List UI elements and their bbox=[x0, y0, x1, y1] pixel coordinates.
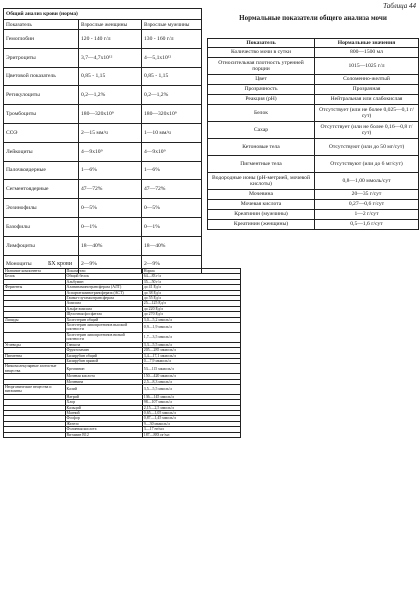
bio-table-cell: Белок bbox=[4, 274, 66, 279]
bio-table-body bbox=[4, 274, 241, 438]
blood-table-cell: 3,7—4,7х10¹² bbox=[79, 48, 142, 67]
urine-table-cell: 20—35 г/сут bbox=[315, 190, 419, 200]
bio-table-cell: Аланинаминотрансфераза (АЛТ) bbox=[65, 285, 142, 290]
blood-table-cell: 0—1% bbox=[142, 217, 202, 236]
bio-table-cell: Пигменты bbox=[4, 353, 66, 358]
blood-table-cell: 47—72% bbox=[142, 180, 202, 199]
blood-table-title: Общий анализ крови (норма) bbox=[4, 9, 202, 20]
blood-table-cell: СОЭ bbox=[4, 123, 79, 142]
urine-table-cell: Креатинин (мужчины) bbox=[208, 210, 315, 220]
bio-table-cell: 2,5—8,3 ммоль/л bbox=[142, 379, 240, 384]
urine-header-normal-values: Нормальные значения bbox=[315, 39, 419, 48]
urine-table-row bbox=[208, 95, 419, 105]
blood-table-header-row bbox=[4, 20, 202, 30]
blood-table-cell: 1—10 мм/ч bbox=[142, 123, 202, 142]
blood-table-cell: Моноциты bbox=[4, 255, 79, 274]
blood-table-cell: Сегментоядерные bbox=[4, 180, 79, 199]
bio-table-cell: Витамин B12 bbox=[65, 432, 142, 437]
bio-table-cell: 53—115 мкмоль/л bbox=[142, 364, 240, 374]
urine-table-cell: 1—2 г/сут bbox=[315, 210, 419, 220]
bio-table-cell: Магний bbox=[65, 410, 142, 415]
bio-table-row bbox=[4, 432, 241, 437]
bio-table-cell: 136—145 ммоль/л bbox=[142, 394, 240, 399]
blood-table-cell: 0,85 - 1,15 bbox=[79, 67, 142, 86]
bio-table-cell: 3,0—5,2 ммоль/л bbox=[142, 317, 240, 322]
blood-table-row bbox=[4, 161, 202, 180]
bio-table-cell: 3,3—5,5 ммоль/л bbox=[142, 342, 240, 347]
urine-table-cell: Креатинин (женщины) bbox=[208, 220, 315, 230]
bio-table-cell: до 41 Ед/л bbox=[142, 285, 240, 290]
bio-table-cell: Аспартатаминотрансфераза (АСТ) bbox=[65, 290, 142, 295]
blood-table-cell: 0,2—1,2% bbox=[142, 86, 202, 105]
blood-table-cell: 180—320х10⁹ bbox=[142, 105, 202, 124]
blood-table-cell: 120 - 140 г/л bbox=[79, 30, 142, 49]
bio-table-cell: 25—125 Ед/л bbox=[142, 301, 240, 306]
bio-table-cell: Липиды bbox=[4, 317, 66, 322]
bio-table-cell: 35—50 г/л bbox=[142, 279, 240, 284]
bio-table-row bbox=[4, 323, 241, 333]
urine-table-row bbox=[208, 75, 419, 85]
bio-table-cell: Глюкоза bbox=[65, 342, 142, 347]
urine-table-cell: 0,8—1,00 ммоль/сут bbox=[315, 173, 419, 190]
urine-table-row bbox=[208, 173, 419, 190]
urine-table-cell: 1015—1025 г/л bbox=[315, 58, 419, 75]
page-number: Таблица 44 bbox=[383, 2, 416, 10]
bio-table-cell: 64—83 г/л bbox=[142, 274, 240, 279]
bio-header-indicator: Показатели bbox=[65, 269, 142, 274]
bio-table-cell: Амилаза bbox=[65, 301, 142, 306]
biochemistry-table bbox=[3, 268, 241, 438]
blood-test-table bbox=[3, 8, 202, 274]
bio-table-cell: Фосфор bbox=[65, 416, 142, 421]
bio-table-cell: Общий белок bbox=[65, 274, 142, 279]
blood-table-row bbox=[4, 123, 202, 142]
bio-table-cell: 2,15—2,5 ммоль/л bbox=[142, 405, 240, 410]
blood-table-cell: 0—5% bbox=[79, 199, 142, 218]
bio-table-cell: Кальций bbox=[65, 405, 142, 410]
blood-table-row bbox=[4, 199, 202, 218]
blood-table-cell: Лейкоциты bbox=[4, 142, 79, 161]
bio-table-cell: Холестерин общий bbox=[65, 317, 142, 322]
urine-table-header-row bbox=[208, 39, 419, 48]
blood-table-cell: 0,85 - 1,15 bbox=[142, 67, 202, 86]
blood-table-cell: Тромбоциты bbox=[4, 105, 79, 124]
blood-table-row bbox=[4, 217, 202, 236]
bio-table-cell: Билирубин общий bbox=[65, 353, 142, 358]
bio-table-cell: Фолиевая кислота bbox=[65, 427, 142, 432]
blood-header-men: Взрослые мужчины bbox=[142, 20, 202, 30]
bio-table-cell: Щелочная фосфатаза bbox=[65, 312, 142, 317]
bio-table-cell: до 55 Ед/л bbox=[142, 296, 240, 301]
bio-table-cell: 0,9—1,9 ммоль/л bbox=[142, 323, 240, 333]
bio-table-cell: Гамма-глутамилтрансфераза bbox=[65, 296, 142, 301]
urine-table-cell: Мочевая кислота bbox=[208, 200, 315, 210]
urine-section-title: Нормальные показатели общего анализа мочи bbox=[239, 14, 387, 22]
bio-table-cell: 0—7,9 мкмоль/л bbox=[142, 358, 240, 363]
blood-table-cell: Эритроциты bbox=[4, 48, 79, 67]
bio-table-cell: Калий bbox=[65, 384, 142, 394]
blood-table-cell: 4—9х10⁹ bbox=[142, 142, 202, 161]
blood-table-cell: Цветовой показатель bbox=[4, 67, 79, 86]
urine-table-cell: Кетоновые тела bbox=[208, 139, 315, 156]
bio-table-cell: Билирубин прямой bbox=[65, 358, 142, 363]
blood-table-cell: 2—9% bbox=[79, 255, 142, 274]
urine-table-cell: Отсутствуют (или до 50 мг/сут) bbox=[315, 139, 419, 156]
blood-table-caption-row bbox=[4, 9, 202, 20]
blood-table-body bbox=[4, 30, 202, 274]
bio-table-cell: 150—420 мкмоль/л bbox=[142, 374, 240, 379]
blood-table-cell: 18—40% bbox=[142, 236, 202, 255]
urine-table-cell: Отсутствует (или не более 0,16—0,8 г/сут) bbox=[315, 122, 419, 139]
urine-table-cell: Прозрачная bbox=[315, 85, 419, 95]
urine-table-row bbox=[208, 85, 419, 95]
bio-table-cell: Мочевина bbox=[65, 379, 142, 384]
blood-table-cell: 130 - 160 г/л bbox=[142, 30, 202, 49]
urine-table-cell: Пигментные тела bbox=[208, 156, 315, 173]
bio-table-cell bbox=[4, 323, 66, 333]
bio-table-cell: Креатинин bbox=[65, 364, 142, 374]
urine-table-row bbox=[208, 105, 419, 122]
urine-table-body bbox=[208, 48, 419, 230]
urine-table-row bbox=[208, 139, 419, 156]
bio-table-row bbox=[4, 384, 241, 394]
urine-table-row bbox=[208, 200, 419, 210]
urine-table-row bbox=[208, 220, 419, 230]
bio-table-cell bbox=[4, 432, 66, 437]
bio-table-cell: до 270 Ед/л bbox=[142, 312, 240, 317]
urine-table-cell: 0,27—0,6 г/сут bbox=[315, 200, 419, 210]
blood-table-row bbox=[4, 86, 202, 105]
bio-table-cell bbox=[4, 332, 66, 342]
urine-table-cell: Нейтральная или слабокислая bbox=[315, 95, 419, 105]
urine-table-cell: Реакция (pH) bbox=[208, 95, 315, 105]
bio-table-cell: Натрий bbox=[65, 394, 142, 399]
urine-table-row bbox=[208, 122, 419, 139]
urine-test-table bbox=[207, 38, 419, 230]
urine-table-cell: Количество мочи в сутки bbox=[208, 48, 315, 58]
bio-table-cell: Неорганические вещества и витамины bbox=[4, 384, 66, 394]
blood-table-cell: 4—5,1х10¹² bbox=[142, 48, 202, 67]
bio-table-cell: 98—107 ммоль/л bbox=[142, 400, 240, 405]
blood-table-cell: Эозинофилы bbox=[4, 199, 79, 218]
urine-table-cell: Отсутствует (или не более 0,025—0,1 г/сут) bbox=[315, 105, 419, 122]
urine-table-cell: Мочевина bbox=[208, 190, 315, 200]
urine-table-cell: Отсутствуют (или до 6 мг/сут) bbox=[315, 156, 419, 173]
bio-table-cell: Фруктозамин bbox=[65, 348, 142, 353]
blood-table-row bbox=[4, 30, 202, 49]
bio-table-cell: Низкомолекулярные азотистые вещества bbox=[4, 364, 66, 374]
bio-table-cell: Альфа-амилаза bbox=[65, 306, 142, 311]
bio-table-cell: Холестерин липопротеинов высокой плотности bbox=[65, 323, 142, 333]
urine-table-row bbox=[208, 48, 419, 58]
urine-table-row bbox=[208, 156, 419, 173]
bio-table-cell: Углеводы bbox=[4, 342, 66, 347]
urine-table-cell: Сахар bbox=[208, 122, 315, 139]
urine-table-cell: 0,5—1,6 г/сут bbox=[315, 220, 419, 230]
blood-table-cell: 4—9х10⁹ bbox=[79, 142, 142, 161]
bio-table-cell: 3,5—5,5 ммоль/л bbox=[142, 384, 240, 394]
blood-table-cell: Гемоглобин bbox=[4, 30, 79, 49]
urine-table-cell: Прозрачность bbox=[208, 85, 315, 95]
blood-table-cell: 18—40% bbox=[79, 236, 142, 255]
bio-table-cell: 205—285 мкмоль/л bbox=[142, 348, 240, 353]
urine-table-cell: Белок bbox=[208, 105, 315, 122]
urine-table-row bbox=[208, 210, 419, 220]
bio-table-cell: Холестерин липопротеинов низкой плотности bbox=[65, 332, 142, 342]
blood-table-cell: 180—320х10⁹ bbox=[79, 105, 142, 124]
blood-table-cell: 0—5% bbox=[142, 199, 202, 218]
blood-table-cell: Базофилы bbox=[4, 217, 79, 236]
bio-table-cell: 3,4—17,1 мкмоль/л bbox=[142, 353, 240, 358]
urine-header-indicator: Показатель bbox=[208, 39, 315, 48]
blood-table-cell: 2—9% bbox=[142, 255, 202, 274]
blood-table-row bbox=[4, 105, 202, 124]
bio-table-cell: Ферменты bbox=[4, 285, 66, 290]
blood-table-cell: 1—6% bbox=[142, 161, 202, 180]
bio-table-cell: 3—17 нг/мл bbox=[142, 427, 240, 432]
blood-table-cell: Палочкоядерные bbox=[4, 161, 79, 180]
blood-table-cell: Лимфоциты bbox=[4, 236, 79, 255]
urine-table-cell: Водородные ионы (рН-метрией, мочевой кислоты) bbox=[208, 173, 315, 190]
bio-table-cell: до 38 Ед/л bbox=[142, 290, 240, 295]
urine-table-cell: Относительная плотность утренней порции bbox=[208, 58, 315, 75]
bio-table-cell: 0,65—1,05 ммоль/л bbox=[142, 410, 240, 415]
blood-table-row bbox=[4, 180, 202, 199]
bio-table-cell: 187—883 пг/мл bbox=[142, 432, 240, 437]
bio-table-cell: Мочевая кислота bbox=[65, 374, 142, 379]
bio-table-cell: 1,7—3,5 ммоль/л bbox=[142, 332, 240, 342]
bio-header-norm: Норма bbox=[142, 269, 240, 274]
bio-section-title: БХ крови bbox=[48, 261, 73, 267]
blood-table-cell: 2—15 мм/ч bbox=[79, 123, 142, 142]
bio-table-cell: 9—30 мкмоль/л bbox=[142, 421, 240, 426]
urine-table-row bbox=[208, 190, 419, 200]
urine-table-cell: Соломенно-желтый bbox=[315, 75, 419, 85]
bio-table-cell: 0,87—1,45 ммоль/л bbox=[142, 416, 240, 421]
blood-header-indicator: Показатель bbox=[4, 20, 79, 30]
bio-header-component: Название компонента bbox=[4, 269, 66, 274]
blood-table-row bbox=[4, 142, 202, 161]
bio-table-row bbox=[4, 364, 241, 374]
blood-header-women: Взрослые женщины bbox=[79, 20, 142, 30]
blood-table-cell: 1—6% bbox=[79, 161, 142, 180]
urine-table-cell: 800—1500 мл bbox=[315, 48, 419, 58]
blood-table-cell: 47—72% bbox=[79, 180, 142, 199]
blood-table-cell: 0,2—1,2% bbox=[79, 86, 142, 105]
bio-table-cell: Железо bbox=[65, 421, 142, 426]
bio-table-cell: Альбумин bbox=[65, 279, 142, 284]
urine-table-cell: Цвет bbox=[208, 75, 315, 85]
blood-table-cell: 0—1% bbox=[79, 217, 142, 236]
urine-table-row bbox=[208, 58, 419, 75]
bio-table-cell: Хлор bbox=[65, 400, 142, 405]
blood-table-row bbox=[4, 67, 202, 86]
blood-table-row bbox=[4, 48, 202, 67]
blood-table-cell: Ретикулоциты bbox=[4, 86, 79, 105]
bio-table-row bbox=[4, 332, 241, 342]
bio-table-cell: до 220 Ед/л bbox=[142, 306, 240, 311]
blood-table-row bbox=[4, 236, 202, 255]
